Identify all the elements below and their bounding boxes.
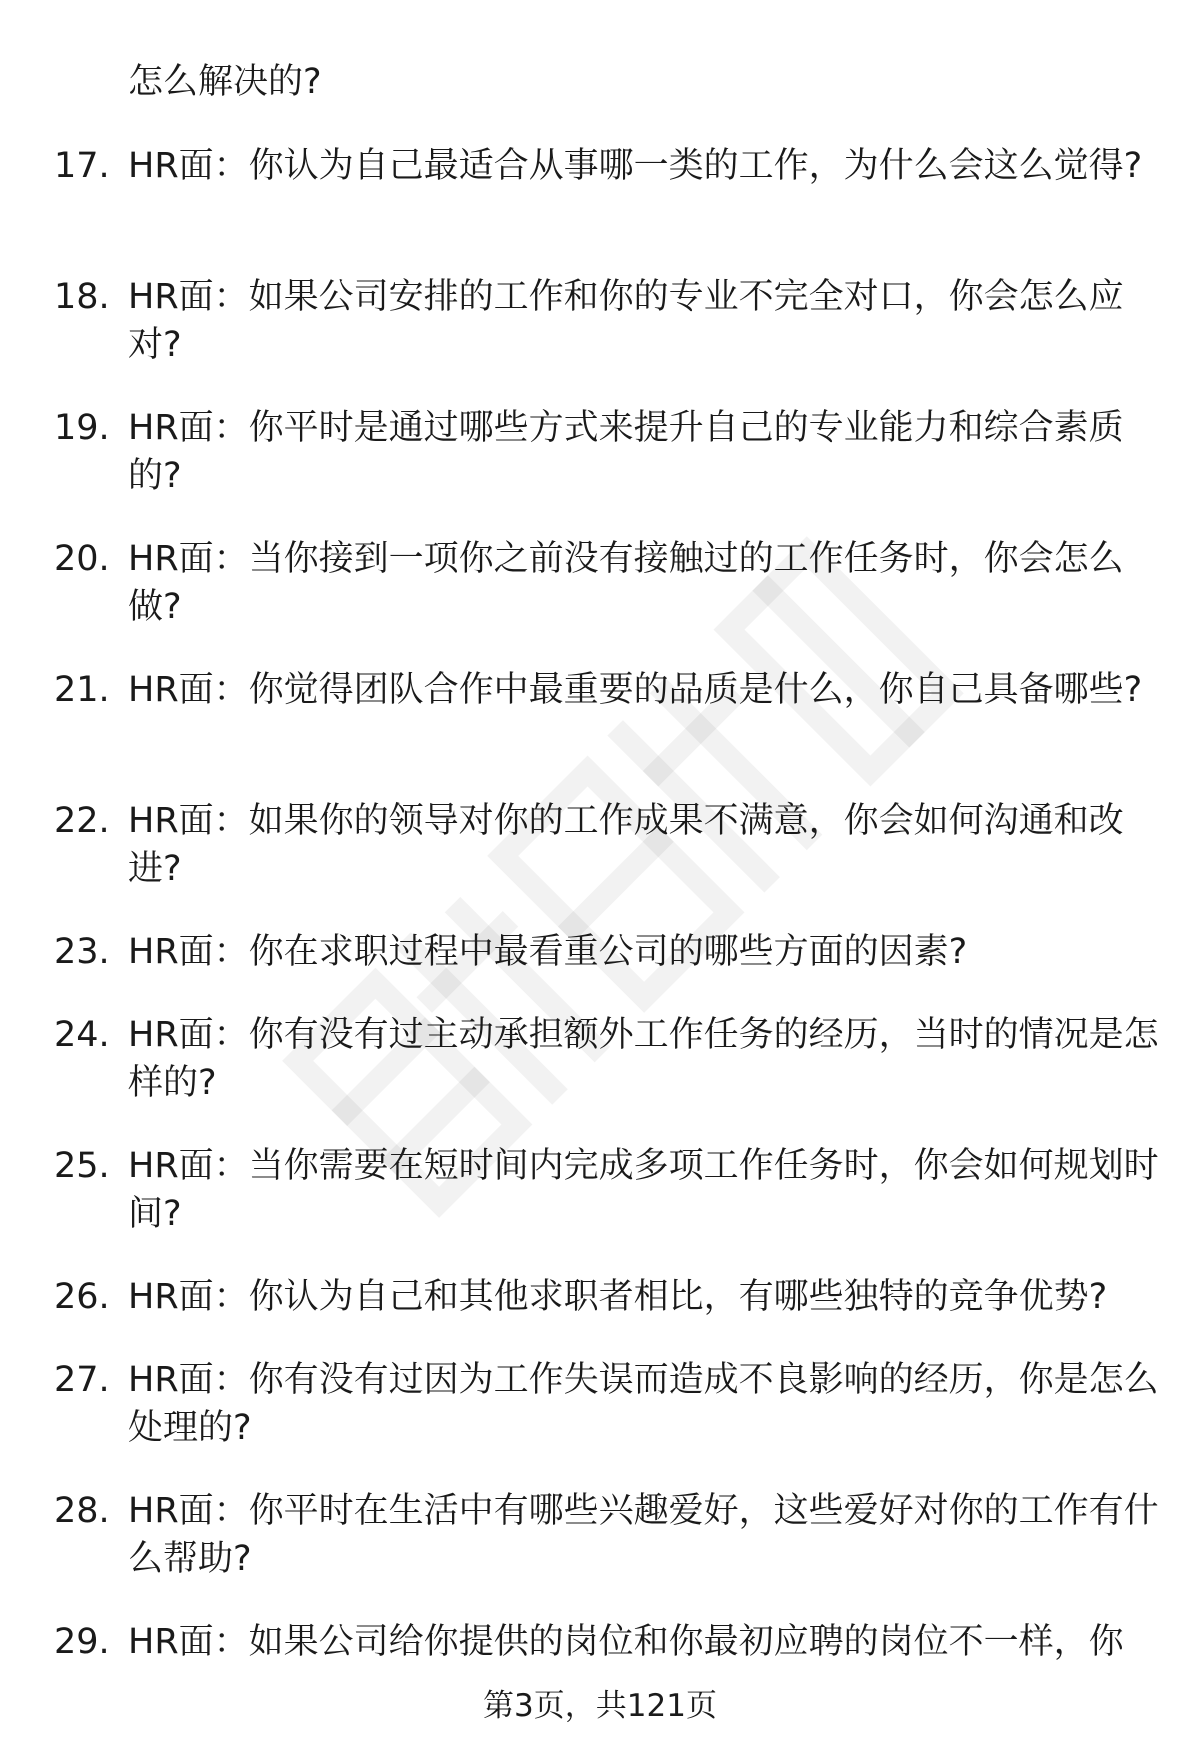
- page-footer: 第3页，共121页: [483, 1688, 717, 1724]
- list-item: [0, 273, 1200, 404]
- question-text: HR面：你在求职过程中最看重公司的哪些方面的因素?: [128, 932, 968, 972]
- question-text: HR面：你有没有过主动承担额外工作任务的经历，当时的情况是怎样的?: [128, 1015, 1159, 1103]
- question-number: 29.: [54, 1622, 110, 1662]
- list-item: [0, 928, 1200, 1011]
- question-list: [0, 142, 1200, 1701]
- question-text: HR面：你有没有过因为工作失误而造成不良影响的经历，你是怎么处理的?: [128, 1360, 1159, 1448]
- question-number: 27.: [54, 1360, 110, 1400]
- list-item: [0, 535, 1200, 666]
- list-item: [0, 1487, 1200, 1618]
- question-number: 17.: [54, 146, 110, 186]
- question-text: HR面：你平时在生活中有哪些兴趣爱好，这些爱好对你的工作有什么帮助?: [128, 1491, 1159, 1579]
- list-item: [0, 797, 1200, 928]
- question-number: 20.: [54, 539, 110, 579]
- list-item: [0, 1142, 1200, 1273]
- question-text: HR面：你觉得团队合作中最重要的品质是什么，你自己具备哪些?: [128, 670, 1143, 710]
- list-item: [0, 1356, 1200, 1487]
- list-item: [0, 1011, 1200, 1142]
- question-text: HR面：如果公司安排的工作和你的专业不完全对口，你会怎么应对?: [128, 277, 1124, 365]
- question-number: 24.: [54, 1015, 110, 1055]
- question-number: 21.: [54, 670, 110, 710]
- question-number: 23.: [54, 932, 110, 972]
- question-text: HR面：当你接到一项你之前没有接触过的工作任务时，你会怎么做?: [128, 539, 1124, 627]
- question-number: 28.: [54, 1491, 110, 1531]
- list-item: [0, 1273, 1200, 1356]
- list-item: [0, 142, 1200, 273]
- question-text: HR面：你认为自己最适合从事哪一类的工作，为什么会这么觉得?: [128, 146, 1143, 186]
- question-text: HR面：如果你的领导对你的工作成果不满意，你会如何沟通和改进?: [128, 801, 1124, 889]
- question-text: HR面：当你需要在短时间内完成多项工作任务时，你会如何规划时间?: [128, 1146, 1159, 1234]
- question-number: 26.: [54, 1277, 110, 1317]
- question-number: 25.: [54, 1146, 110, 1186]
- question-number: 22.: [54, 801, 110, 841]
- question-text: HR面：你认为自己和其他求职者相比，有哪些独特的竞争优势?: [128, 1277, 1108, 1317]
- list-item: [0, 666, 1200, 797]
- question-number: 18.: [54, 277, 110, 317]
- continued-question-text: 怎么解决的?: [128, 62, 322, 102]
- question-text: HR面：你平时是通过哪些方式来提升自己的专业能力和综合素质的?: [128, 408, 1124, 496]
- question-text: HR面：如果公司给你提供的岗位和你最初应聘的岗位不一样，你: [128, 1622, 1124, 1662]
- list-item: [0, 404, 1200, 535]
- question-number: 19.: [54, 408, 110, 448]
